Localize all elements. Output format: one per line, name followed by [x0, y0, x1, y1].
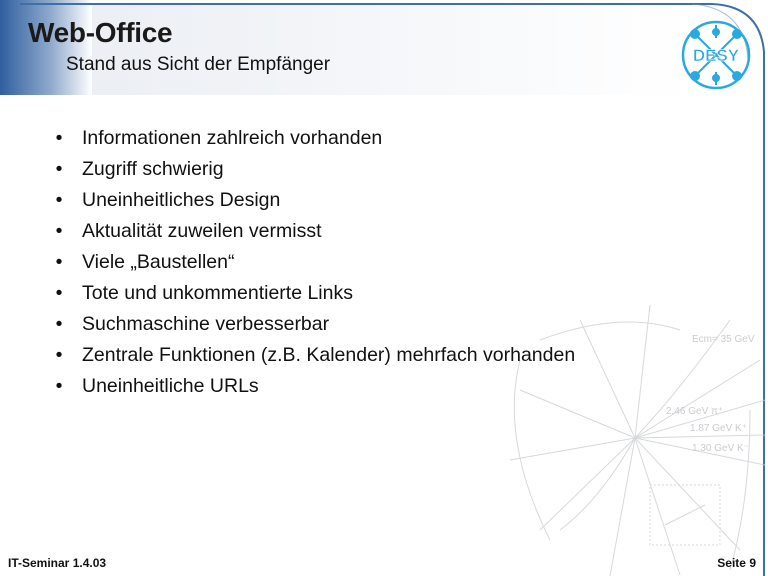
list-item: [53, 249, 575, 280]
list-item: [53, 311, 575, 342]
list-item-text: Viele „Baustellen“: [82, 251, 235, 273]
watermark-label: 1.87 GeV K⁺: [690, 423, 747, 434]
list-item-text: Suchmaschine verbesserbar: [82, 313, 330, 335]
slide-title: Web-Office: [28, 17, 173, 48]
list-item: [53, 373, 575, 404]
bullet-icon: •: [55, 158, 63, 180]
footer-seminar-label: IT-Seminar 1.4.03: [8, 556, 107, 570]
footer-page-number: Seite 9: [717, 556, 756, 570]
list-item: [53, 125, 575, 156]
watermark-label: Ecm= 35 GeV: [692, 334, 755, 345]
bullet-icon: •: [55, 220, 63, 242]
list-item-text: Aktualität zuweilen vermisst: [82, 220, 322, 242]
bullet-icon: •: [55, 282, 63, 304]
bullet-icon: •: [55, 189, 63, 211]
list-item: [53, 187, 575, 218]
bullet-icon: •: [55, 251, 63, 273]
desy-logo-icon: [681, 20, 751, 90]
bullet-list: [53, 125, 575, 404]
logo-text: DESY: [692, 46, 740, 65]
list-item-text: Zentrale Funktionen (z.B. Kalender) mehrfach vorhanden: [82, 344, 576, 366]
list-item-text: Tote und unkommentierte Links: [82, 282, 353, 304]
list-item: [53, 280, 575, 311]
list-item-text: Uneinheitliche URLs: [82, 375, 259, 397]
list-item: [53, 218, 575, 249]
watermark-label: 1.30 GeV K⁻: [692, 443, 749, 454]
bullet-icon: •: [55, 344, 63, 366]
list-item: [53, 342, 575, 373]
bullet-icon: •: [55, 375, 63, 397]
bullet-icon: •: [55, 313, 63, 335]
list-item-text: Zugriff schwierig: [82, 158, 224, 180]
bullet-icon: •: [55, 127, 63, 149]
list-item-text: Uneinheitliches Design: [82, 189, 281, 211]
list-item: [53, 156, 575, 187]
slide-subtitle: Stand aus Sicht der Empfänger: [66, 54, 331, 75]
list-item-text: Informationen zahlreich vorhanden: [82, 127, 383, 149]
watermark-label: 2.46 GeV π⁺: [666, 406, 724, 417]
